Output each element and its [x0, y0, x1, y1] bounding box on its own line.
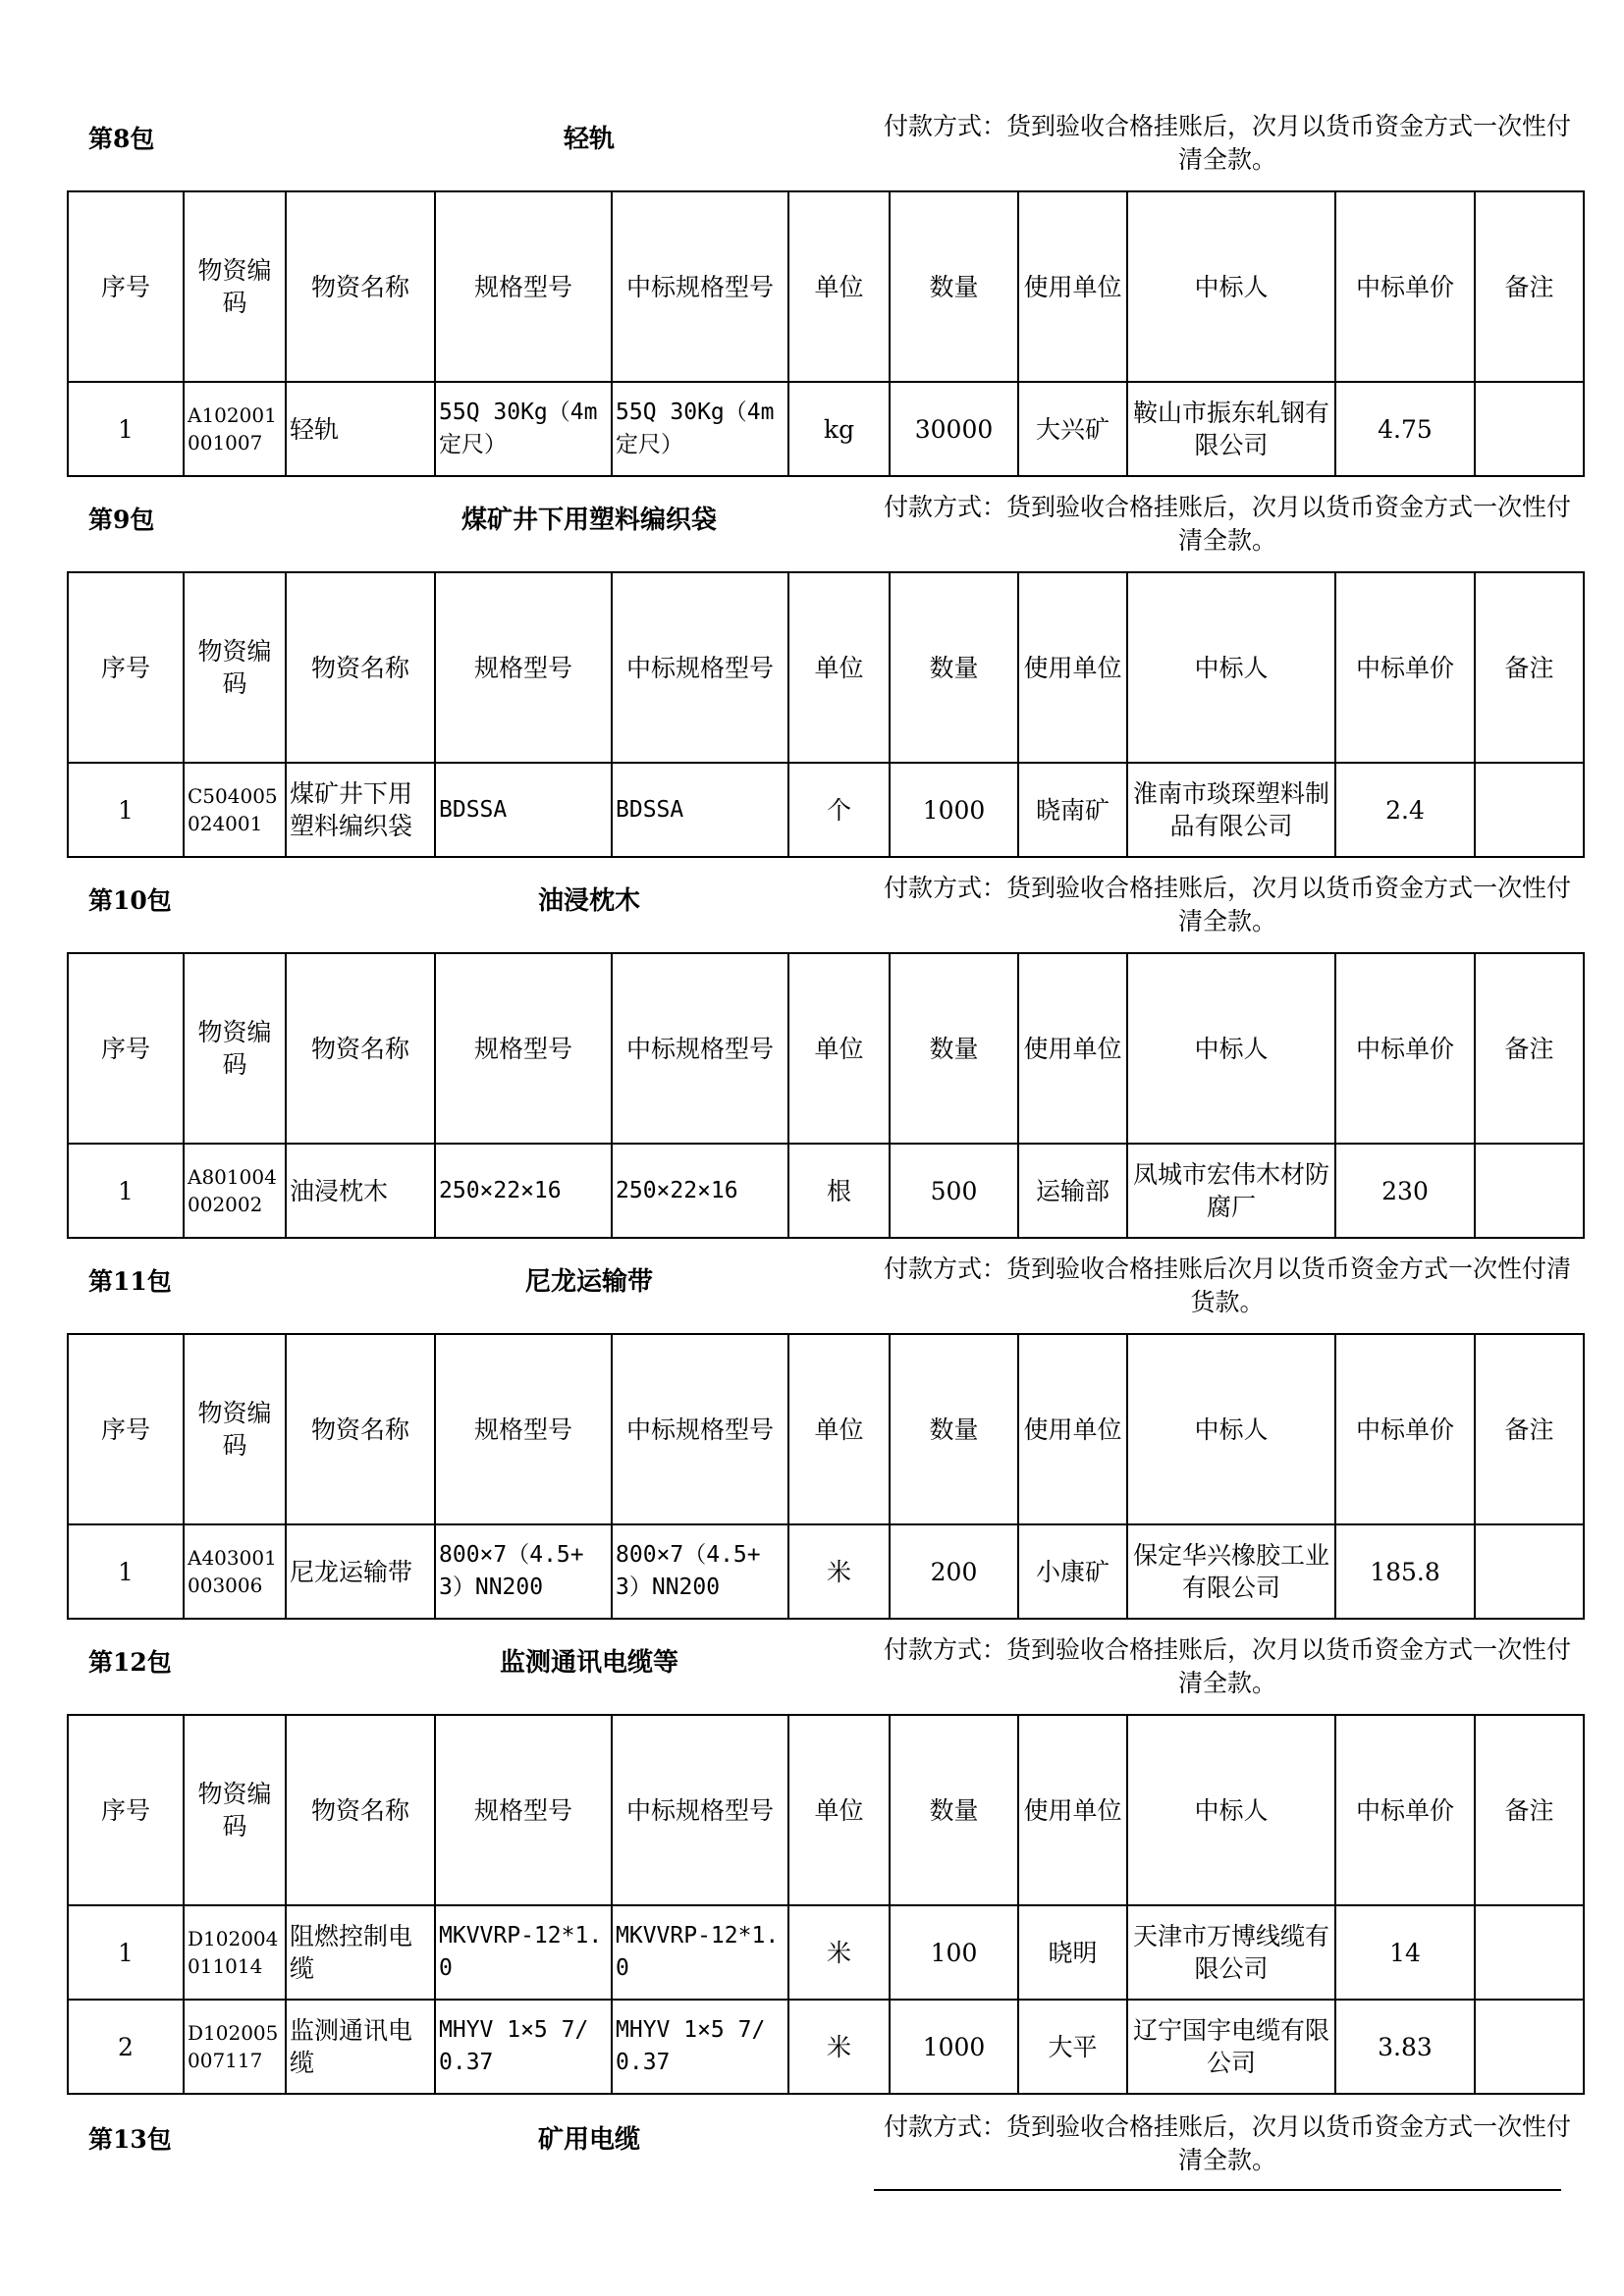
header-bid-spec: 中标规格型号: [612, 1334, 788, 1524]
header-spec: 规格型号: [435, 191, 612, 382]
cell-user: 晓明: [1018, 1905, 1127, 2000]
table-header-row: [68, 191, 1584, 382]
header-winner: 中标人: [1127, 953, 1335, 1144]
cell-remark: [1475, 763, 1584, 857]
cell-code: A403001003006: [184, 1524, 286, 1619]
cell-qty: 30000: [890, 382, 1018, 476]
header-unit: 单位: [788, 1715, 890, 1905]
cell-code: A801004002002: [184, 1144, 286, 1238]
package-header: [0, 872, 1624, 950]
package-number: 第8包: [88, 125, 155, 153]
cell-user: 晓南矿: [1018, 763, 1127, 857]
cell-spec: 55Q 30Kg（4m定尺）: [435, 382, 612, 476]
cell-qty: 500: [890, 1144, 1018, 1238]
cell-name: 轻轨: [286, 382, 435, 476]
cell-unit: kg: [788, 382, 890, 476]
header-winner: 中标人: [1127, 1334, 1335, 1524]
header-bid-spec: 中标规格型号: [612, 953, 788, 1144]
bid-table: [67, 1714, 1585, 2095]
cell-spec: MKVVRP-12*1.0: [435, 1905, 612, 2000]
package-number: 第11包: [88, 1267, 172, 1296]
payment-terms: 付款方式：货到验收合格挂账后，次月以货币资金方式一次性付清全款。: [884, 112, 1572, 174]
cell-bid-spec: MKVVRP-12*1.0: [612, 1905, 788, 2000]
cell-qty: 1000: [890, 763, 1018, 857]
cell-price: 14: [1335, 1905, 1475, 2000]
header-unit: 单位: [788, 1334, 890, 1524]
cell-price: 3.83: [1335, 2000, 1475, 2094]
header-unit: 单位: [788, 191, 890, 382]
header-price: 中标单价: [1335, 1715, 1475, 1905]
package-title: 轻轨: [563, 125, 615, 154]
header-spec: 规格型号: [435, 572, 612, 763]
header-remark: 备注: [1475, 1334, 1584, 1524]
cell-winner: 凤城市宏伟木材防腐厂: [1127, 1144, 1335, 1238]
cell-unit: 根: [788, 1144, 890, 1238]
package-header: [0, 2110, 1624, 2189]
header-user: 使用单位: [1018, 1334, 1127, 1524]
cell-remark: [1475, 1524, 1584, 1619]
cell-remark: [1475, 382, 1584, 476]
payment-terms: 付款方式：货到验收合格挂账后次月以货币资金方式一次性付清货款。: [884, 1255, 1572, 1316]
payment-terms: 付款方式：货到验收合格挂账后，次月以货币资金方式一次性付清全款。: [884, 1635, 1572, 1697]
header-code: 物资编码: [184, 953, 286, 1144]
table-row: [68, 1905, 1584, 2000]
header-spec: 规格型号: [435, 953, 612, 1144]
header-qty: 数量: [890, 953, 1018, 1144]
cell-unit: 个: [788, 763, 890, 857]
package-number: 第12包: [88, 1648, 172, 1677]
header-price: 中标单价: [1335, 953, 1475, 1144]
cell-name: 监测通讯电缆: [286, 2000, 435, 2094]
cell-bid-spec: MHYV 1×5 7/0.37: [612, 2000, 788, 2094]
cell-winner: 鞍山市振东轧钢有限公司: [1127, 382, 1335, 476]
cell-unit: 米: [788, 2000, 890, 2094]
package-title: 矿用电缆: [537, 2125, 640, 2155]
header-name: 物资名称: [286, 1334, 435, 1524]
cell-user: 大平: [1018, 2000, 1127, 2094]
cell-winner: 辽宁国宇电缆有限公司: [1127, 2000, 1335, 2094]
header-seq: 序号: [68, 1334, 184, 1524]
cell-spec: 800×7（4.5+3）NN200: [435, 1524, 612, 1619]
package-header: [0, 1633, 1624, 1712]
package-title: 油浸枕木: [537, 886, 640, 916]
header-qty: 数量: [890, 572, 1018, 763]
header-remark: 备注: [1475, 191, 1584, 382]
header-seq: 序号: [68, 572, 184, 763]
header-winner: 中标人: [1127, 191, 1335, 382]
cell-code: D102004011014: [184, 1905, 286, 2000]
package-number: 第10包: [88, 886, 172, 915]
bid-table: [67, 1333, 1585, 1620]
header-unit: 单位: [788, 953, 890, 1144]
header-spec: 规格型号: [435, 1334, 612, 1524]
cell-user: 运输部: [1018, 1144, 1127, 1238]
header-remark: 备注: [1475, 953, 1584, 1144]
cell-name: 油浸枕木: [286, 1144, 435, 1238]
header-bid-spec: 中标规格型号: [612, 1715, 788, 1905]
cell-qty: 100: [890, 1905, 1018, 2000]
cell-user: 小康矿: [1018, 1524, 1127, 1619]
header-qty: 数量: [890, 191, 1018, 382]
package-header: [0, 491, 1624, 569]
cell-bid-spec: BDSSA: [612, 763, 788, 857]
header-user: 使用单位: [1018, 572, 1127, 763]
package-header: [0, 110, 1624, 188]
header-unit: 单位: [788, 572, 890, 763]
cell-seq: 2: [68, 2000, 184, 2094]
header-seq: 序号: [68, 953, 184, 1144]
cell-winner: 淮南市琰琛塑料制品有限公司: [1127, 763, 1335, 857]
header-code: 物资编码: [184, 1715, 286, 1905]
cell-qty: 1000: [890, 2000, 1018, 2094]
cell-name: 煤矿井下用塑料编织袋: [286, 763, 435, 857]
package-title: 煤矿井下用塑料编织袋: [460, 506, 717, 535]
table-top-border: [874, 2189, 1561, 2191]
bid-table: [67, 190, 1585, 477]
header-spec: 规格型号: [435, 1715, 612, 1905]
payment-terms: 付款方式：货到验收合格挂账后，次月以货币资金方式一次性付清全款。: [884, 493, 1572, 555]
header-seq: 序号: [68, 191, 184, 382]
table-header-row: [68, 1334, 1584, 1524]
package-number: 第13包: [88, 2125, 172, 2154]
cell-seq: 1: [68, 763, 184, 857]
header-code: 物资编码: [184, 191, 286, 382]
header-name: 物资名称: [286, 953, 435, 1144]
cell-name: 尼龙运输带: [286, 1524, 435, 1619]
header-bid-spec: 中标规格型号: [612, 191, 788, 382]
cell-spec: MHYV 1×5 7/0.37: [435, 2000, 612, 2094]
cell-winner: 保定华兴橡胶工业有限公司: [1127, 1524, 1335, 1619]
bid-table: [67, 952, 1585, 1239]
header-winner: 中标人: [1127, 572, 1335, 763]
cell-winner: 天津市万博线缆有限公司: [1127, 1905, 1335, 2000]
cell-code: C504005024001: [184, 763, 286, 857]
cell-code: D102005007117: [184, 2000, 286, 2094]
header-price: 中标单价: [1335, 191, 1475, 382]
cell-price: 230: [1335, 1144, 1475, 1238]
table-row: [68, 1524, 1584, 1619]
cell-spec: BDSSA: [435, 763, 612, 857]
package-title: 尼龙运输带: [524, 1267, 653, 1297]
payment-terms: 付款方式：货到验收合格挂账后，次月以货币资金方式一次性付清全款。: [884, 2112, 1572, 2174]
cell-bid-spec: 55Q 30Kg（4m定尺）: [612, 382, 788, 476]
header-remark: 备注: [1475, 572, 1584, 763]
cell-bid-spec: 250×22×16: [612, 1144, 788, 1238]
cell-remark: [1475, 2000, 1584, 2094]
cell-name: 阻燃控制电缆: [286, 1905, 435, 2000]
cell-user: 大兴矿: [1018, 382, 1127, 476]
header-price: 中标单价: [1335, 1334, 1475, 1524]
cell-remark: [1475, 1144, 1584, 1238]
cell-unit: 米: [788, 1524, 890, 1619]
cell-bid-spec: 800×7（4.5+3）NN200: [612, 1524, 788, 1619]
header-qty: 数量: [890, 1334, 1018, 1524]
table-header-row: [68, 572, 1584, 763]
cell-code: A102001001007: [184, 382, 286, 476]
header-user: 使用单位: [1018, 1715, 1127, 1905]
cell-seq: 1: [68, 1905, 184, 2000]
table-header-row: [68, 1715, 1584, 1905]
package-number: 第9包: [88, 506, 155, 534]
cell-seq: 1: [68, 1524, 184, 1619]
package-header: [0, 1253, 1624, 1331]
package-title: 监测通讯电缆等: [499, 1648, 678, 1678]
bid-table: [67, 571, 1585, 858]
cell-unit: 米: [788, 1905, 890, 2000]
header-user: 使用单位: [1018, 191, 1127, 382]
cell-remark: [1475, 1905, 1584, 2000]
header-name: 物资名称: [286, 191, 435, 382]
table-row: [68, 382, 1584, 476]
cell-price: 2.4: [1335, 763, 1475, 857]
header-remark: 备注: [1475, 1715, 1584, 1905]
header-bid-spec: 中标规格型号: [612, 572, 788, 763]
cell-seq: 1: [68, 382, 184, 476]
table-header-row: [68, 953, 1584, 1144]
table-row: [68, 1144, 1584, 1238]
header-user: 使用单位: [1018, 953, 1127, 1144]
header-code: 物资编码: [184, 1334, 286, 1524]
cell-price: 4.75: [1335, 382, 1475, 476]
header-qty: 数量: [890, 1715, 1018, 1905]
header-seq: 序号: [68, 1715, 184, 1905]
header-price: 中标单价: [1335, 572, 1475, 763]
cell-spec: 250×22×16: [435, 1144, 612, 1238]
table-row: [68, 763, 1584, 857]
table-row: [68, 2000, 1584, 2094]
header-code: 物资编码: [184, 572, 286, 763]
header-name: 物资名称: [286, 1715, 435, 1905]
cell-qty: 200: [890, 1524, 1018, 1619]
header-winner: 中标人: [1127, 1715, 1335, 1905]
cell-seq: 1: [68, 1144, 184, 1238]
payment-terms: 付款方式：货到验收合格挂账后，次月以货币资金方式一次性付清全款。: [884, 874, 1572, 935]
cell-price: 185.8: [1335, 1524, 1475, 1619]
header-name: 物资名称: [286, 572, 435, 763]
